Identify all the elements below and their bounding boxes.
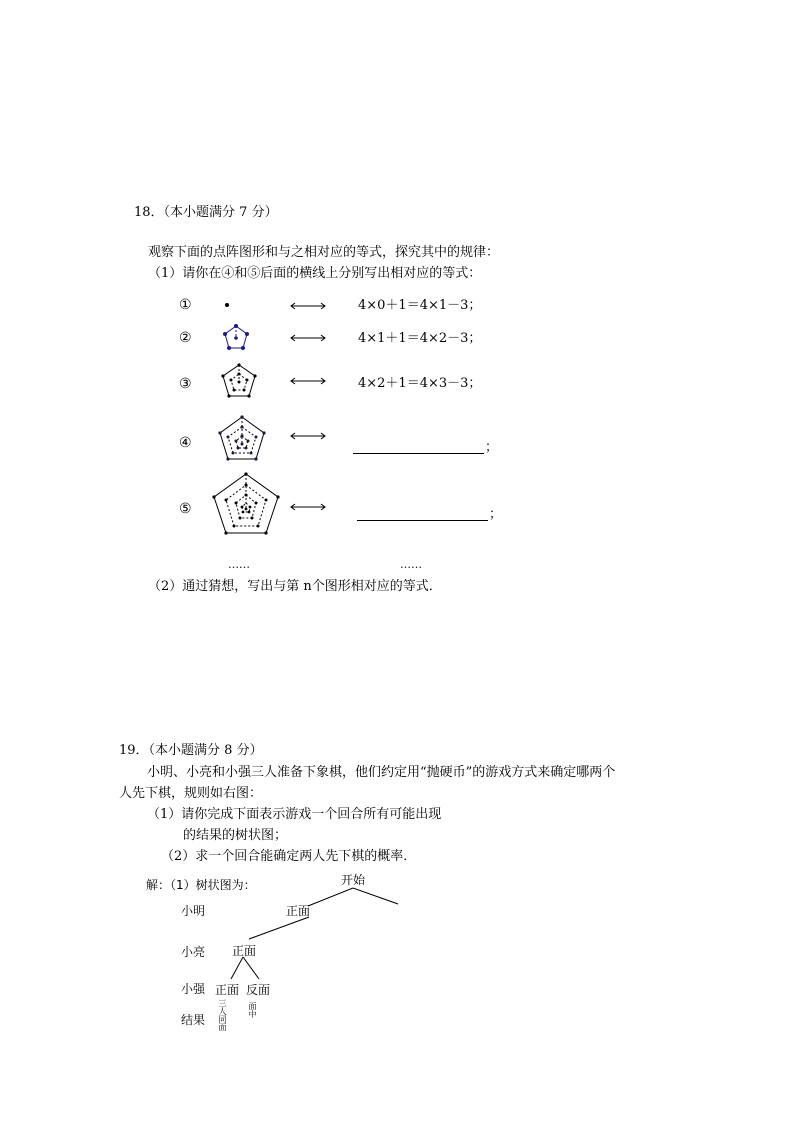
q19-header: 19．（本小题满分 8 分） <box>119 743 263 758</box>
dot-pattern-1 <box>222 300 234 312</box>
q18-part2: （2）通过猜想，写出与第 n个图形相对应的等式． <box>148 579 442 594</box>
dot-pattern-2 <box>222 324 250 352</box>
q19-part2: （2）求一个回合能确定两人先下棋的概率． <box>161 849 417 864</box>
tree-row-label-result: 结果 <box>181 1013 206 1027</box>
dot-pattern-3 <box>219 362 259 400</box>
q19-part1b: 的结果的树状图； <box>183 828 288 843</box>
answer-blank-5[interactable] <box>357 520 488 521</box>
ellipsis-right: …… <box>400 558 422 571</box>
dot-pattern-5 <box>210 471 282 537</box>
tree-row-label-ming: 小明 <box>181 904 206 918</box>
tree-result-1: 三 人 同 面 <box>218 999 227 1032</box>
row-equation-1: 4×0＋1＝4×1－3； <box>358 298 482 313</box>
tree-node-liang: 正面 <box>232 944 257 958</box>
row-suffix-4: ； <box>485 440 499 455</box>
tree-result-2: 面 中 <box>248 1002 257 1019</box>
dot-pattern-4 <box>216 414 268 462</box>
tree-row-label-qiang: 小强 <box>181 982 206 996</box>
row-suffix-5: ； <box>489 507 503 522</box>
tree-node-ming: 正面 <box>286 904 311 918</box>
q19-line1: 小明、小亮和小强三人准备下象棋，他们约定用“抛硬币”的游戏方式来确定哪两个 <box>147 765 616 780</box>
q18-header: 18．（本小题满分 7 分） <box>134 205 278 220</box>
q18-intro: 观察下面的点阵图形和与之相对应的等式，探究其中的规律： <box>148 245 500 260</box>
row-label-5: ⑤ <box>179 501 192 517</box>
answer-blank-4[interactable] <box>353 453 484 454</box>
tree-row-label-liang: 小亮 <box>181 945 206 959</box>
q18-part1: （1）请你在④和⑤后面的横线上分别写出相对应的等式： <box>148 266 482 281</box>
row-label-1: ① <box>179 297 192 313</box>
tree-lines <box>225 884 405 984</box>
q19-line2: 人先下棋，规则如右图： <box>119 786 263 801</box>
row-label-4: ④ <box>179 435 192 451</box>
tree-leaf-1: 正面 <box>215 983 240 997</box>
q19-part1a: （1）请你完成下面表示游戏一个回合所有可能出现 <box>147 807 442 822</box>
row-equation-3: 4×2＋1＝4×3－3； <box>358 376 482 391</box>
row-label-2: ② <box>179 330 192 346</box>
row-label-3: ③ <box>179 376 192 392</box>
tree-root: 开始 <box>341 873 366 887</box>
ellipsis-left: …… <box>228 558 250 571</box>
double-arrows <box>288 300 328 540</box>
q19-solution: 解：（1）树状图为： <box>146 878 256 892</box>
row-equation-2: 4×1＋1＝4×2－3； <box>358 331 482 346</box>
tree-leaf-2: 反面 <box>246 983 271 997</box>
